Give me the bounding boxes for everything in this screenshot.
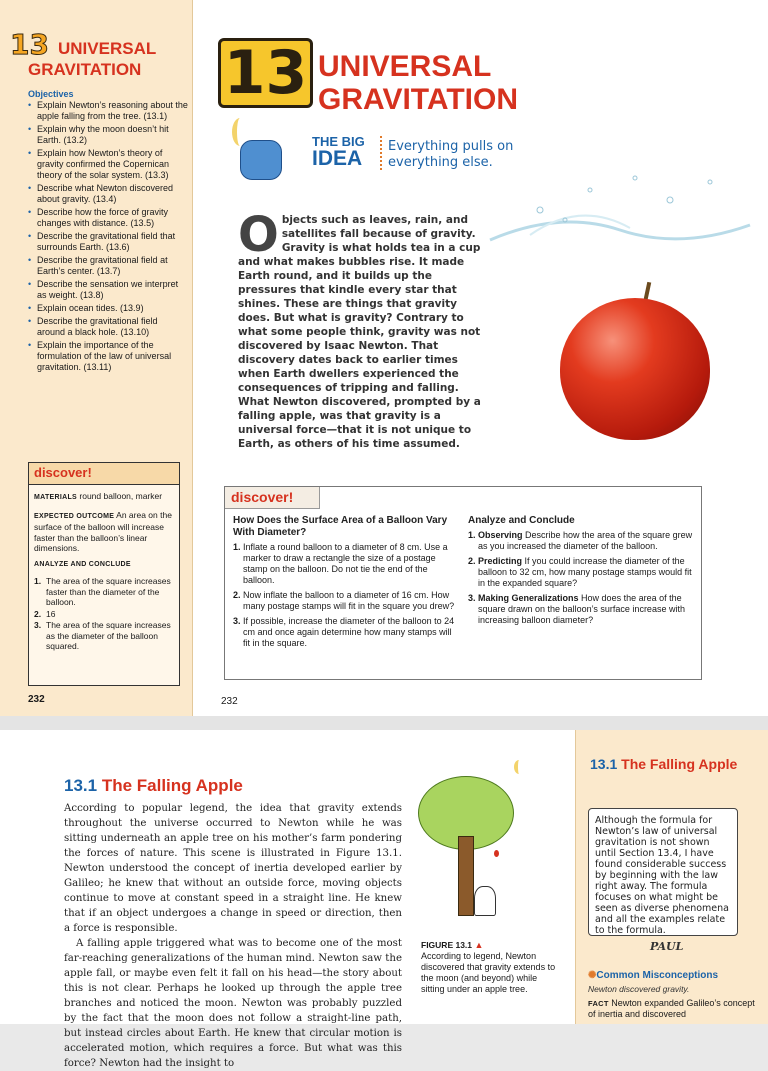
sidebar-discover-body — [29, 485, 179, 659]
fact-text: FACT Newton expanded Galileo’s concept of inertia and discovered — [588, 998, 755, 1019]
materials-text: round balloon, marker — [79, 491, 163, 501]
discover-analyze — [468, 515, 696, 630]
apple-image — [560, 298, 710, 440]
objective-item: • Explain the importance of the formulation of the law of universal gravitation. (13.11) — [28, 340, 188, 373]
procedure-step: 1. Inflate a round balloon to a diameter of 8 cm. Use a marker to draw a rectangle the size of a postage stamp on the balloon. Do not tie the end of the balloon. — [233, 542, 448, 585]
expected-outcome-label: EXPECTED OUTCOME — [34, 512, 115, 520]
answers-list — [34, 576, 174, 652]
sidebar-section-title: 13.1 The Falling Apple — [590, 756, 738, 772]
big-idea-divider — [380, 136, 382, 170]
discover-procedure — [233, 515, 455, 653]
answer-item: 2. 16 — [34, 608, 56, 619]
discover-activity-box — [224, 486, 702, 680]
analyze-step: 1. Observing Describe how the area of the square grew as you increased the diameter of the balloon. — [468, 530, 693, 551]
objective-item: • Describe the gravitational field around a black hole. (13.10) — [28, 316, 188, 338]
misconception-text: Newton discovered gravity. — [588, 984, 690, 994]
intro-dropcap: O — [238, 207, 279, 263]
sidebar-page-number: 232 — [28, 694, 45, 705]
analyze-steps — [468, 530, 696, 626]
objective-item: • Describe what Newton discovered about gravity. (13.4) — [28, 183, 188, 205]
misconceptions-heading: ✺Common Misconceptions — [588, 970, 719, 981]
misconception-icon: ✺ — [588, 970, 597, 981]
procedure-step: 3. If possible, increase the diameter of the balloon to 24 cm and once again determine how many stamps will fit in the square. — [233, 616, 455, 648]
chapter-number-badge: 13 — [218, 38, 313, 108]
objective-item: • Describe the gravitational field that surrounds Earth. (13.6) — [28, 231, 188, 253]
objective-item: • Explain ocean tides. (13.9) — [28, 303, 188, 314]
reader-chair-icon — [240, 140, 282, 180]
discover-heading: discover! — [225, 487, 320, 509]
chapter-title-line1: UNIVERSAL — [318, 50, 492, 83]
body-paragraph: According to popular legend, the idea that gravity extends throughout the universe occurred to Newton while he was sitting underneath an apple tree on his mother’s farm pondering the forces of nature. This scene is illustrated in Figure 13.1. Newton understood the concept of inertia developed earlier by Galileo; he knew that without an outside force, moving objects continue to move at constant speed in a straight line. He knew that if an object undergoes a change in speed or direction, then a force is responsible. — [64, 803, 402, 934]
objectives-list — [28, 100, 188, 375]
falling-apple-icon — [494, 850, 499, 857]
section-title: 13.1 The Falling Apple — [64, 776, 243, 795]
objective-item: • Explain Newton’s reasoning about the apple falling from the tree. (13.1) — [28, 100, 188, 122]
author-signature: PAUL — [650, 940, 684, 953]
intro-text: bjects such as leaves, rain, and satellites fall because of gravity. Gravity is what holds tea in a cup and what makes bubbles rise. It made Earth round, and it builds up the pressures that kindle every star that shines. These are things that gravity does. But what is gravity? Contrary to what some people think, gravity was not discovered by Isaac Newton. That discovery dates back to earlier times when Earth dwellers experienced the consequences of tripping and falling. What Newton discovered, prompted by a falling apple, was that gravity is a universal force—that it is not unique to Earth, as others of his time assumed. — [238, 214, 481, 450]
section-body — [64, 801, 402, 1071]
analyze-step: 3. Making Generalizations How does the area of the square drawn on the balloon’s surface increase with increasing balloon diameter? — [468, 593, 685, 625]
discover-question: How Does the Surface Area of a Balloon Vary With Diameter? — [233, 515, 448, 538]
water-splash-image — [470, 170, 760, 290]
answer-item: 1. The area of the square increases faster than the diameter of the balloon. — [34, 576, 171, 607]
crescent-moon-icon — [514, 760, 524, 774]
chapter-title-line2: GRAVITATION — [318, 83, 518, 116]
procedure-step: 2. Now inflate the balloon to a diameter of 16 cm. How many postage stamps will fit in the square you drew? — [233, 590, 455, 611]
objective-item: • Explain why the moon doesn’t hit Earth. (13.2) — [28, 124, 188, 146]
big-idea-label: THE BIG — [312, 134, 365, 149]
answer-item: 3. The area of the square increases as the diameter of the balloon squared. — [34, 620, 171, 651]
objective-item: • Describe the sensation we interpret as weight. (13.8) — [28, 279, 188, 301]
analyze-heading: Analyze and Conclude — [468, 515, 575, 526]
chapter-intro — [238, 207, 486, 451]
objective-item: • Explain how Newton’s theory of gravity confirmed the Copernican theory of the solar system. (13.3) — [28, 148, 188, 181]
figure-caption: FIGURE 13.1 ▲ According to legend, Newton discovered that gravity extends to the moon (and beyond) while sitting under an apple tree. — [421, 940, 556, 994]
teacher-note: Although the formula for Newton’s law of universal gravitation is not shown until Section 13.4, I have found considerable success by beginning with the law right away. The formula focuses on what might be seen as diverse phenomena and all the examples relate to the formula. — [588, 808, 738, 936]
newton-figure-icon — [474, 886, 496, 916]
chapter-title — [318, 50, 518, 116]
sidebar-discover-heading: discover! — [29, 463, 179, 485]
sidebar-chapter-number: 13 — [10, 28, 49, 61]
analyze-step: 2. Predicting If you could increase the diameter of the balloon to 32 cm, how many postage stamps would fit in the expanded square? — [468, 556, 692, 588]
page-number: 232 — [221, 696, 238, 707]
big-idea-label-strong: IDEA — [312, 147, 363, 170]
sidebar-chapter-title: UNIVERSAL GRAVITATION — [28, 39, 156, 79]
analyze-label: ANALYZE AND CONCLUDE — [34, 560, 131, 568]
procedure-steps — [233, 542, 455, 649]
big-idea-text: Everything pulls on everything else. — [388, 139, 514, 170]
objective-item: • Describe the gravitational field at Earth’s center. (13.7) — [28, 255, 188, 277]
apple-tree-trunk — [458, 836, 474, 916]
materials-label: MATERIALS — [34, 494, 78, 501]
sidebar-discover-box — [28, 462, 180, 686]
objectives-heading: Objectives — [28, 89, 74, 99]
body-paragraph: A falling apple triggered what was to become one of the most far-reaching generalizations of the human mind. Newton saw the apple fall, or maybe even felt it fall on his head—the story about this is not clear. Perhaps he looked up through the apple tree branches and noticed the moon. Newton was probably puzzled by the fact that the moon does not follow a straight-line path, but instead circles about Earth. He knew that circular motion is accelerated motion, which requires a force. But what was this force? Newton had the insight to — [64, 938, 402, 1069]
expected-outcome-text: An area on the surface of the balloon will increase faster than the balloon’s linear dimensions. — [34, 509, 172, 553]
objective-item: • Describe how the force of gravity changes with distance. (13.5) — [28, 207, 188, 229]
